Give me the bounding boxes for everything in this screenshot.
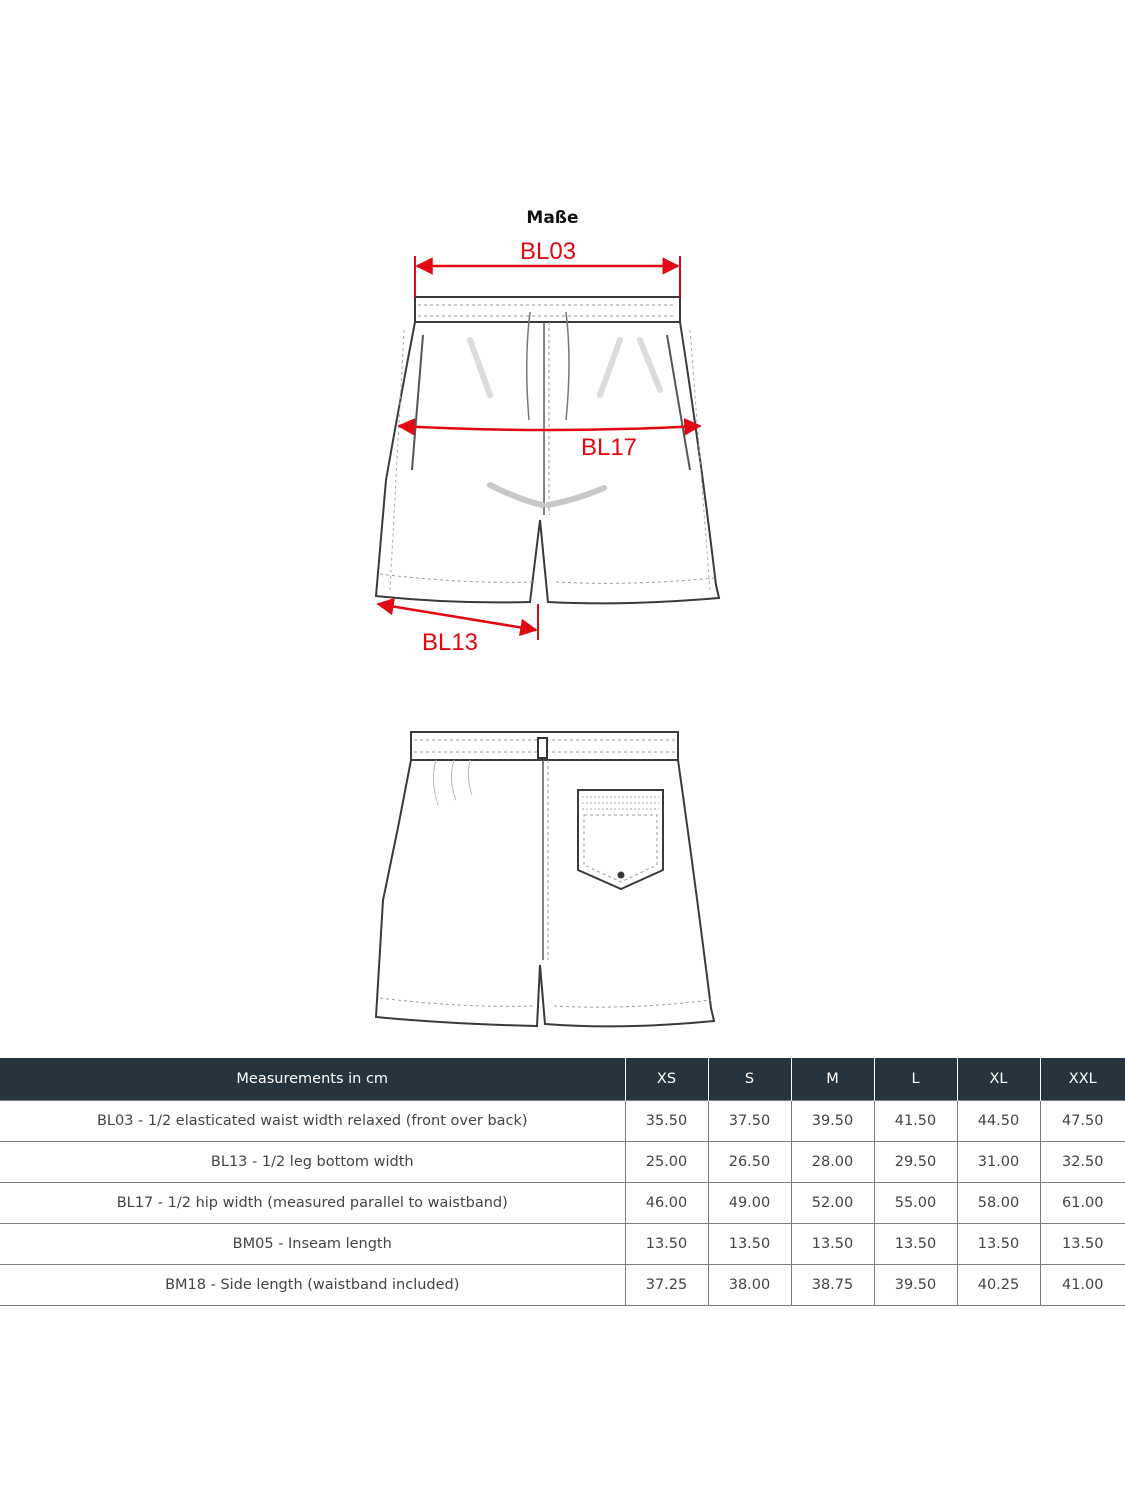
table-cell: 40.25 xyxy=(957,1265,1040,1306)
table-cell: 41.00 xyxy=(1040,1265,1125,1306)
table-cell: 31.00 xyxy=(957,1142,1040,1183)
bl03-label: BL03 xyxy=(519,238,577,265)
header-m: M xyxy=(791,1058,874,1101)
row-label: BM18 - Side length (waistband included) xyxy=(0,1265,625,1306)
table-row xyxy=(0,1183,1125,1224)
table-cell: 32.50 xyxy=(1040,1142,1125,1183)
header-xl: XL xyxy=(957,1058,1040,1101)
table-cell: 46.00 xyxy=(625,1183,708,1224)
table-row xyxy=(0,1265,1125,1306)
table-cell: 55.00 xyxy=(874,1183,957,1224)
table-cell: 39.50 xyxy=(874,1265,957,1306)
row-label: BL13 - 1/2 leg bottom width xyxy=(0,1142,625,1183)
table-row xyxy=(0,1142,1125,1183)
table-cell: 29.50 xyxy=(874,1142,957,1183)
page-title: Maße xyxy=(526,208,579,228)
table-row xyxy=(0,1224,1125,1265)
table-cell: 13.50 xyxy=(874,1224,957,1265)
table-cell: 13.50 xyxy=(1040,1224,1125,1265)
row-label: BM05 - Inseam length xyxy=(0,1224,625,1265)
table-cell: 38.75 xyxy=(791,1265,874,1306)
size-chart-table xyxy=(0,1058,1125,1306)
table-cell: 44.50 xyxy=(957,1101,1040,1142)
table-cell: 47.50 xyxy=(1040,1101,1125,1142)
table-cell: 37.50 xyxy=(708,1101,791,1142)
table-cell: 37.25 xyxy=(625,1265,708,1306)
table-cell: 26.50 xyxy=(708,1142,791,1183)
table-header-row xyxy=(0,1058,1125,1101)
header-xs: XS xyxy=(625,1058,708,1101)
table-cell: 35.50 xyxy=(625,1101,708,1142)
header-s: S xyxy=(708,1058,791,1101)
table-cell: 13.50 xyxy=(791,1224,874,1265)
front-view-shorts xyxy=(376,297,719,603)
table-cell: 28.00 xyxy=(791,1142,874,1183)
table-cell: 25.00 xyxy=(625,1142,708,1183)
table-cell: 13.50 xyxy=(708,1224,791,1265)
table-cell: 58.00 xyxy=(957,1183,1040,1224)
header-measurements: Measurements in cm xyxy=(0,1058,625,1101)
table-cell: 13.50 xyxy=(957,1224,1040,1265)
bl13-label: BL13 xyxy=(421,629,479,656)
row-label: BL03 - 1/2 elasticated waist width relaxed (front over back) xyxy=(0,1101,625,1142)
table-cell: 38.00 xyxy=(708,1265,791,1306)
back-view-shorts xyxy=(376,732,714,1026)
table-cell: 41.50 xyxy=(874,1101,957,1142)
row-label: BL17 - 1/2 hip width (measured parallel to waistband) xyxy=(0,1183,625,1224)
table-cell: 61.00 xyxy=(1040,1183,1125,1224)
table-cell: 39.50 xyxy=(791,1101,874,1142)
table-row xyxy=(0,1101,1125,1142)
table-cell: 52.00 xyxy=(791,1183,874,1224)
table-cell: 49.00 xyxy=(708,1183,791,1224)
header-l: L xyxy=(874,1058,957,1101)
bl17-label: BL17 xyxy=(580,434,638,461)
header-xxl: XXL xyxy=(1040,1058,1125,1101)
table-cell: 13.50 xyxy=(625,1224,708,1265)
